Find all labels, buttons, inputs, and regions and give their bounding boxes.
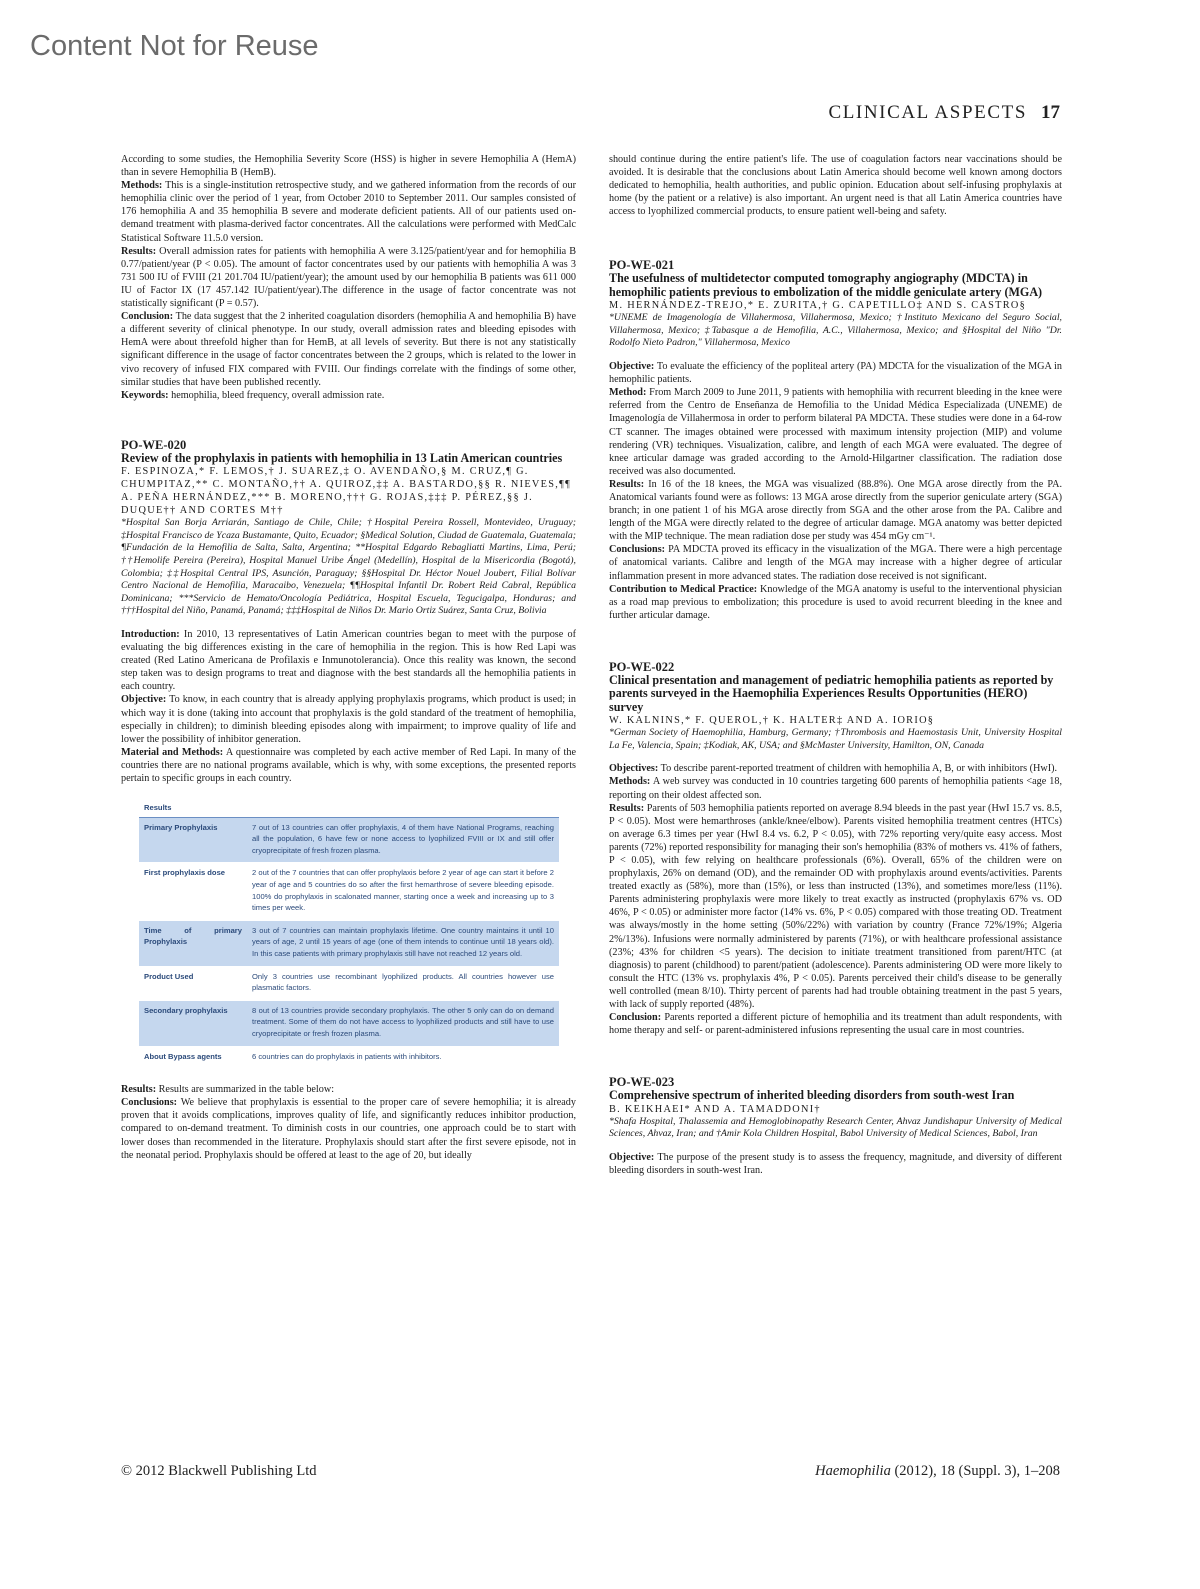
abstract-id-021: PO-WE-021 xyxy=(609,258,675,273)
abstract-020-results: Results: Results are summarized in the table below: xyxy=(121,1084,335,1096)
table-row xyxy=(139,863,559,920)
table-row xyxy=(139,817,559,863)
table-row xyxy=(139,920,559,966)
citation-details: (2012), 18 (Suppl. 3), 1–208 xyxy=(894,1463,1060,1479)
abstract-020-introduction: Introduction: In 2010, 13 representatives of Latin American countries began to meet with the purpose of evaluating the big differences existing in the care of hemophilia in the region. This is how Red Lapi was created (Red Latino Americana de Profilaxis e Inmunotolerancia). Once this reality was known, the second step taken was to design programs to treat and diagnose with the best standards all the hemophilia patients in each country. xyxy=(121,628,577,693)
prev-abstract-methods: Methods: This is a single-institution retrospective study, and we gathered information from the records of our hemophilia clinic over the period of 1 year, from October 2010 to September 2011. Our samples consisted of 176 hemophilia A and 35 hemophilia B severe and moderate deficient patients. All of our patients used on-demand treatment with plasma-derived factor concentrates. All the calculations were performed with MedCalc Statistical Software 11.5.0 version. xyxy=(121,180,576,244)
abstract-title-022: Clinical presentation and management of pediatric hemophilia patients as reported by parents surveyed in the Haemophilia Experiences Results Opportunities (HERO) survey xyxy=(609,672,1054,714)
abstract-affiliations-021: *UNEME de Imagenología de Villahermosa, Villahermosa, Mexico; †Instituto Mexicano del Seguro Social, Villahermosa, Mexico; ‡Tabasque a de Hemofilia, A.C., Villahermosa, Mexico; and §Hospital del Niño "Dr. Rodolfo Nieto Padron," Villahermosa, Mexico xyxy=(609,312,1062,349)
abstract-022-results: Results: Parents of 503 hemophilia patients reported on average 8.94 bleeds in the past year (HwI 15.7 vs. 8.5, P < 0.05). Most were hemarthroses (ankle/knee/elbow). Parents visited hemophilia treatment centres (HTCs) on average 6.3 times per year (HwI 8.4 vs. 6.2, P < 0.05), with 72% reporting very/quite easy access. Most parents (72%) reported responsibility for managing their son's hemophilia (83% of mothers vs. 41% of fathers, P < 0.05), with few relying on healthcare professionals (6%). Overall, 65% of the children were on prophylaxis, 26% on demand (OD), and the remainder OD with prophylaxis around events/activities. Parents treated exactly as (58%), more than (15%), or less than instructed (13%), and sometimes more/less (11%). Parents administering prophylaxis were more likely to treat exactly as instructed (prophylaxis 67% vs. OD 46%, P < 0.05) or administer more factor (14% vs. 6%, P < 0.05) compared with those treating OD. Treatment was always/mostly in the home setting (50%/22%) with variation by country (France 72%/19%; Algeria 2%/13%). Infusions were normally administered by parents (71%), or with healthcare professional assistance (23%; 43% for children <5 years). The decision to initiate treatment transitioned from parent/HTC (at diagnosis) to parent (childhood) to parent/patient (adolescence). Parents administering OD were more likely to consult the HTC (13% vs. prophylaxis 4%, P < 0.05). Parents perceived their child's disease to be generally well controlled (mean 8/10). Thirty percent of parents had had trouble obtaining treatment in the past 5 years, with lack of supply reported (48%). xyxy=(609,802,1063,1011)
abstract-title-023: Comprehensive spectrum of inherited bleeding disorders from south-west Iran xyxy=(609,1088,1015,1103)
abstract-id-023: PO-WE-023 xyxy=(609,1075,675,1090)
abstract-023-objective: Objective: The purpose of the present study is to assess the frequency, magnitude, and diversity of different bleeding disorders in south-west Iran. xyxy=(609,1151,1062,1176)
running-head xyxy=(828,102,1060,124)
table-row-key: Time of primary Prophylaxis xyxy=(139,920,247,966)
abstract-022-conclusion: Conclusion: Parents reported a different picture of hemophilia and its treatment than adult respondents, with home therapy and self- or parent-administered infusions representing the usual care in most countries. xyxy=(609,1012,1063,1037)
abstract-020-objective: Objective: To know, in each country that is already applying prophylaxis programs, which product is used; in which way it is done (taking into account that prophylaxis is the gold standard of the treatment of hemophilia, especially in children); to diminish bleeding episodes along with impairment; to improve quality of life and lower the possibility of inhibitor generation. xyxy=(121,694,576,745)
table-row-key: Product Used xyxy=(139,966,247,1000)
abstract-id-020: PO-WE-020 xyxy=(121,437,187,452)
results-table-header: Results xyxy=(139,799,559,817)
abstract-021-objective: Objective: To evaluate the efficiency of the popliteal artery (PA) MDCTA for the visualization of the MGA in hemophilic patients. xyxy=(609,361,1062,386)
table-row xyxy=(139,1046,559,1069)
abstract-020-conclusions: Conclusions: We believe that prophylaxis is essential to the proper care of severe hemophilia; it is already proven that it avoids complications, improves quality of life, and significantly reduces inhibitor production, compared to on-demand treatment. To diminish costs in our countries, one approach could be to start with lower doses than recommended in the literature. Prophylaxis should start after the first severe episode, not in the neonatal period. Prophylaxis should be offered at least to the age of 20, but ideally xyxy=(121,1097,576,1161)
results-table xyxy=(139,799,559,1069)
abstract-022-objectives: Objectives: To describe parent-reported treatment of children with hemophilia A, B, or with inhibitors (HwI). xyxy=(609,763,1058,775)
left-column xyxy=(121,153,576,1162)
prev-abstract-keywords: Keywords: hemophilia, bleed frequency, overall admission rate. xyxy=(121,389,385,401)
abstract-id-022: PO-WE-022 xyxy=(609,659,675,674)
table-row xyxy=(139,966,559,1000)
abstract-020-continuation: should continue during the entire patient's life. The use of coagulation factors near vaccinations should be avoided. It is desirable that the conclusions about Latin America should become well known among doctors dedicated to hemophilia, health authorities, and public opinion. Education about self-infusing prophylaxis at home (by the patient or a relative) is also important. An urgent need is that all Latin America countries have access to lyophilized commercial products, to ensure patient well-being and safety. xyxy=(609,154,1062,218)
right-column xyxy=(609,153,1062,1177)
table-row-value: 8 out of 13 countries provide secondary prophylaxis. The other 5 only can do on demand treatment. Some of them do not have access to lyophilized products and still have to use cryoprecipitate or fresh frozen plasma. xyxy=(247,1000,559,1046)
copyright: © 2012 Blackwell Publishing Ltd xyxy=(121,1463,317,1479)
abstract-affiliations-022: *German Society of Haemophilia, Hamburg, Germany; †Thrombosis and Haemostasis Unit, University Hospital La Fe, Valencia, Spain; ‡Kodiak, AK, USA; and §McMaster University, Hamilton, ON, Canada xyxy=(609,727,1062,751)
abstract-affiliations-023: *Shafa Hospital, Thalassemia and Hemoglobinopathy Research Center, Ahvaz Jundishapur University of Medical Sciences, Ahvaz, Iran; and †Amir Kola Children Hospital, Babol University of Medical Sciences, Babol, Iran xyxy=(609,1115,1062,1140)
table-row-value: 3 out of 7 countries can maintain prophylaxis lifetime. One country maintains it until 10 years of age, 2 until 15 years of age (one of them intends to continue until 18 years old). In this case patients with primary prophylaxis still have not reached 12 years old. xyxy=(247,920,559,966)
abstract-title-021: The usefulness of multidetector computed tomography angiography (MDCTA) in hemophilic patients previous to embolization of the middle geniculate artery (MGA) xyxy=(609,271,1043,299)
page-number: 17 xyxy=(1041,102,1060,123)
table-row-value: 6 countries can do prophylaxis in patients with inhibitors. xyxy=(247,1046,559,1069)
table-row xyxy=(139,1000,559,1046)
prev-abstract-intro: According to some studies, the Hemophilia Severity Score (HSS) is higher in severe Hemophilia A (HemA) than in severe Hemophilia B (HemB). xyxy=(121,154,576,179)
table-row-value: 2 out of the 7 countries that can offer prophylaxis before 2 year of age can start it before 2 year of age and 5 countries do so after the first hemarthrose of severe bleeding episode. 100% do prophylaxis in scalonated manner, starting once a week and increasing up to 3 times per week. xyxy=(247,863,559,920)
abstract-authors-020: F. ESPINOZA,* F. LEMOS,† J. SUAREZ,‡ O. AVENDAÑO,§ M. CRUZ,¶ G. CHUMPITAZ,** C. MONTAÑO,†† A. QUIROZ,‡‡ A. BASTARDO,§§ R. NIEVES,¶¶ A. PEÑA HERNÁNDEZ,*** B. MORENO,††† G. ROJAS,‡‡‡ P. PÉREZ,§§ J. DUQUE†† AND CORTES M†† xyxy=(121,466,572,517)
abstract-021-contribution: Contribution to Medical Practice: Knowledge of the MGA anatomy is useful to the interventional physician as a road map previous to embolization; this procedure is used to avoid recurrent bleeding in the knee and further articular damage. xyxy=(609,583,1062,621)
abstract-authors-021: M. HERNÁNDEZ-TREJO,* E. ZURITA,† G. CAPETILLO‡ AND S. CASTRO§ xyxy=(609,300,1027,312)
abstract-title-020: Review of the prophylaxis in patients with hemophilia in 13 Latin American countries xyxy=(121,450,563,465)
prev-abstract-conclusion: Conclusion: The data suggest that the 2 inherited coagulation disorders (hemophilia A and hemophilia B) have a different severity of clinical phenotype. In our study, overall admission rates and bleeding episodes with HemA were about threefold higher than for HemB, at all levels of severity. But there is not any statistically significant difference in the usage of factor concentrates between the 2 groups, which is related to the lower in vivo recovery of infused FIX compared with FVIII. Our findings correlate with the findings of some other, similar studies that have been published recently. xyxy=(121,311,576,388)
abstract-affiliations-020: *Hospital San Borja Arriarán, Santiago de Chile, Chile; †Hospital Pereira Rossell, Montevideo, Uruguay; ‡Hospital Francisco de Ycaza Bustamante, Quito, Ecuador; §Medical Solution, Ciudad de Guatemala, Guatemala; ¶Fundación de la Hemofilia de Salta, Salta, Argentina; **Hospital Edgardo Rebagliatti Martins, Lima, Perú; ††Hemolife Pereira (Pereira), Hospital Manuel Uribe Ángel (Medellín), Hospital de la Misericordia (Bogotá), Colombia; ‡‡Hospital Central IPS, Asunción, Paraguay; §§Hospital Dr. Héctor Nouel Joubert, Filial Bolívar Centro Nacional de Hemofilia, Maracaibo, Venezuela; ¶¶Hospital Infantil Dr. Robert Reid Cabral, República Dominicana; ***Servicio de Hemato/Oncología Pediátrica, Hospital Escuela, Tegucigalpa, Honduras; and †††Hospital del Niño, Panamá, Panamá; ‡‡‡Hospital de Niños Dr. Mario Ortiz Suárez, Santa Cruz, Bolivia xyxy=(121,517,576,617)
watermark: Content Not for Reuse xyxy=(30,30,319,62)
prev-abstract-results: Results: Overall admission rates for patients with hemophilia A were 3.125/patient/year and for hemophilia B 0.77/patient/year (P < 0.05). The amount of factor concentrates used by our patients with hemophilia A was 3 731 500 IU of FVIII (21 201.704 IU/patient/year); the amount used by our hemophilia B patients was 611 000 IU of Factor IX (17 457.142 IU/patient/year).The difference in the usage of factor concentrate was not statistically significant (P = 0.57). xyxy=(121,245,576,310)
table-row-key: About Bypass agents xyxy=(139,1046,247,1069)
journal-name: Haemophilia xyxy=(815,1463,891,1479)
abstract-authors-023: B. KEIKHAEI* AND A. TAMADDONI† xyxy=(609,1103,821,1115)
table-row-value: Only 3 countries use recombinant lyophilized products. All countries however use plasmatic factors. xyxy=(247,966,559,1000)
journal-citation xyxy=(815,1463,1060,1480)
table-row-value: 7 out of 13 countries can offer prophylaxis, 4 of them have National Programs, reaching all the population, 6 have few or none access to lyophilized FVIII or IX and still offer cryoprecipitate of fresh frozen plasma. xyxy=(247,817,559,863)
abstract-authors-022: W. KALNINS,* F. QUEROL,† K. HALTER‡ AND A. IORIO§ xyxy=(609,715,935,727)
table-row-key: Secondary prophylaxis xyxy=(139,1000,247,1046)
abstract-020-material-methods: Material and Methods: A questionnaire was completed by each active member of Red Lapi. In many of the countries there are no national programs available, which is why, with some exceptions, the presented reports pertain to specific groups in each country. xyxy=(121,746,576,784)
abstract-021-conclusions: Conclusions: PA MDCTA proved its efficacy in the visualization of the MGA. There were a high percentage of anatomical variants. Calibre and length of the MGA may increase with a higher degree of articular inflammation present in more advanced states. The radiation dose received is not significant. xyxy=(609,544,1062,582)
abstract-021-results: Results: In 16 of the 18 knees, the MGA was visualized (88.8%). One MGA arose directly from the PA. Anatomical variants found were as follows: 13 MGA arose directly from the superior geniculate artery (SGA) branch; in one patient 1 of his MGA arose directly from SGA and the other arose from the PA. Calibre and length of the MGA were directly related to the degree of articular damage. MGA anatomy was better depicted with the MIP technique. The mean radiation dose per study was 454 mGy cm⁻¹. xyxy=(609,478,1062,543)
abstract-022-methods: Methods: A web survey was conducted in 10 countries targeting 600 parents of hemophilia patients <age 18, reporting on their oldest affected son. xyxy=(609,776,1063,801)
section-title: CLINICAL ASPECTS xyxy=(828,102,1027,123)
abstract-021-method: Method: From March 2009 to June 2011, 9 patients with hemophilia with recurrent bleeding in the knee were referred from the Centro de Enseñanza de Hemofilia to the Unidad Médica Especializada (UNEME) de Imagenología de Villahermosa in order to perform bilateral PA MDCTA. These studies were done in a 64-row CT scanner. The images obtained were processed with maximum intensity projection (MIP) and volume rendering (VR) techniques. Visualization, calibre, and length of each MGA were evaluated. The degree of knee articular damage was graded according to the Arnold-Hilgartner classification. The radiation dose received was also documented. xyxy=(609,387,1062,477)
table-row-key: Primary Prophylaxis xyxy=(139,817,247,863)
table-row-key: First prophylaxis dose xyxy=(139,863,247,920)
